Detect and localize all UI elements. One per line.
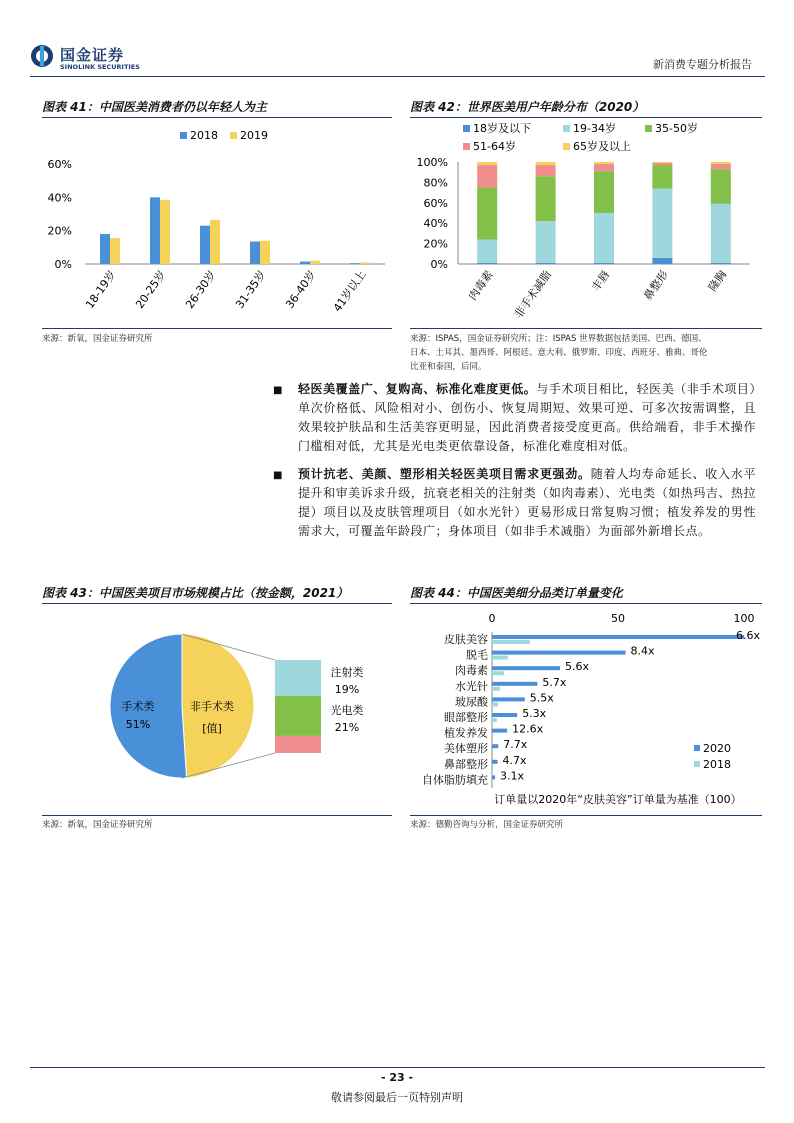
fig44-title: 图表 44：中国医美细分品类订单量变化 (410, 586, 623, 600)
bullet-paragraph-2 (298, 465, 756, 541)
fig43-source: 来源：新氧，国金证券研究所 (42, 820, 153, 830)
growth-label: 12.6x (512, 722, 544, 736)
report-title: 新消费专题分析报告 (653, 58, 752, 71)
bar-2020 (492, 635, 744, 639)
stack-segment (711, 164, 731, 169)
growth-label: 3.1x (500, 769, 525, 783)
legend-swatch (563, 143, 570, 150)
x-tick-label: 100 (733, 612, 755, 625)
logo-english-name: SINOLINK SECURITIES (60, 63, 140, 71)
stack-segment (594, 171, 614, 213)
bar (260, 241, 270, 264)
fig42-source-rule (410, 328, 762, 329)
fig43-source-rule (42, 815, 392, 816)
stack-segment (711, 169, 731, 204)
bullet-1-heading: 轻医美覆盖广、复购高、标准化难度更低。 (298, 382, 537, 396)
legend-label: 19-34岁 (573, 122, 616, 135)
logo-chinese-name: 国金证券 (60, 46, 125, 64)
legend-label: 51-64岁 (473, 140, 516, 153)
stack-segment (536, 165, 556, 176)
breakdown-segment (275, 696, 321, 736)
bar (200, 226, 210, 264)
bullet-paragraph-1 (298, 380, 756, 456)
bar-2018 (492, 718, 497, 722)
bar (300, 262, 310, 265)
x-tick-label: 肉毒素 (466, 268, 496, 303)
fig44-source: 来源：德勤咨询与分析，国金证券研究所 (410, 820, 564, 830)
legend-swatch (694, 745, 700, 751)
y-category-label: 眼部整形 (444, 711, 488, 724)
legend-swatch (694, 761, 700, 767)
y-category-label: 自体脂肪填充 (422, 773, 488, 787)
stack-segment (536, 162, 556, 165)
stack-segment (711, 204, 731, 263)
legend-swatch (230, 132, 237, 139)
growth-label: 5.7x (542, 675, 567, 689)
bar-2018 (492, 780, 493, 784)
bar (360, 262, 370, 264)
x-tick-label: 非手术减脂 (511, 268, 555, 321)
stack-segment (594, 263, 614, 264)
fig41-title-rule (42, 117, 392, 118)
bar-2020 (492, 744, 498, 748)
growth-label: 7.7x (503, 738, 528, 752)
y-tick-label: 0% (54, 258, 72, 271)
bar-2018 (492, 687, 500, 691)
fig41-source: 来源：新氧，国金证券研究所 (42, 334, 153, 344)
company-logo-icon (30, 44, 54, 68)
bar (250, 242, 260, 265)
legend-label: 35-50岁 (655, 122, 698, 135)
stack-segment (477, 162, 497, 165)
x-tick-label: 41岁以上 (330, 268, 369, 315)
bar-2020 (492, 760, 498, 764)
y-category-label: 美体塑形 (444, 742, 488, 756)
fig44-chart (408, 606, 764, 814)
stack-segment (594, 164, 614, 171)
breakdown-label: 光电类 (330, 703, 364, 717)
breakdown-segment (275, 736, 321, 753)
pie-value: 51% (125, 718, 151, 731)
growth-label: 5.3x (522, 707, 547, 720)
growth-label: 4.7x (502, 753, 527, 767)
fig44-source-rule (410, 815, 762, 816)
legend-label: 18岁及以下 (473, 122, 531, 135)
y-tick-label: 100% (416, 156, 448, 169)
fig42-source-line: 比亚和泰国，后同。 (410, 362, 487, 372)
x-tick-label: 31-35岁 (233, 268, 269, 311)
stack-segment (477, 165, 497, 187)
fig42-source (410, 332, 762, 374)
fig41-source-rule (42, 328, 392, 329)
stack-segment (594, 162, 614, 164)
bar-2018 (492, 702, 498, 706)
bar-2020 (492, 713, 517, 717)
fig42-chart (408, 120, 764, 327)
legend-swatch (463, 143, 470, 150)
bar-2020 (492, 682, 537, 686)
bullet-marker: ■ (273, 470, 283, 481)
y-category-label: 肉毒素 (455, 664, 488, 678)
fig42-source-line: 日本、土耳其、墨西哥、阿根廷、意大利、俄罗斯、印度、西班牙、雅典、哥伦 (410, 348, 708, 358)
x-tick-label: 36-40岁 (283, 268, 319, 311)
x-axis-label: 订单量以2020年“皮肤美容”订单量为基准（100） (494, 793, 742, 806)
bullet-marker: ■ (273, 385, 283, 396)
bar-2018 (492, 765, 493, 769)
stack-segment (536, 263, 556, 264)
stack-segment (477, 240, 497, 263)
y-category-label: 水光针 (455, 679, 488, 693)
stack-segment (711, 162, 731, 164)
x-tick-label: 26-30岁 (183, 268, 219, 311)
bar-2018 (492, 656, 508, 660)
legend-label: 2019 (240, 129, 268, 142)
stack-segment (711, 263, 731, 264)
pie-value: [值] (202, 722, 222, 735)
bar (150, 197, 160, 264)
y-tick-label: 0% (430, 258, 448, 271)
breakdown-label: 注射类 (330, 666, 364, 680)
x-tick-label: 20-25岁 (133, 268, 169, 311)
y-category-label: 脱毛 (466, 648, 488, 662)
legend-label: 65岁及以上 (573, 140, 631, 153)
stack-segment (477, 188, 497, 240)
y-category-label: 植发养发 (444, 726, 488, 740)
stack-segment (536, 221, 556, 263)
legend-label: 2020 (703, 742, 731, 755)
bar (160, 200, 170, 264)
y-category-label: 皮肤美容 (444, 633, 488, 646)
fig43-chart (40, 608, 395, 813)
footer-divider (30, 1067, 765, 1068)
legend-label: 2018 (703, 758, 731, 771)
pie-label: 非手术类 (190, 700, 234, 713)
stack-segment (594, 213, 614, 263)
bar-2018 (492, 671, 504, 675)
y-tick-label: 20% (423, 237, 448, 251)
bar-2020 (492, 666, 560, 670)
breakdown-value: 19% (334, 683, 360, 697)
bar-2020 (492, 775, 495, 779)
legend-swatch (563, 125, 570, 132)
stack-segment (536, 176, 556, 221)
bar-2020 (492, 651, 626, 655)
y-category-label: 鼻部整形 (444, 757, 488, 771)
bar (350, 263, 360, 264)
stack-segment (652, 165, 672, 188)
bullet-1-text: 与手术项目相比，轻医美（非手术项目）单次价格低、风险相对小、创伤小、恢复周期短、效果可逆、可多次按需调整，且效果较护肤品和生活美容更明显，因此消费者接受度更高。供给端看，非手术操作门槛相对低，尤其是光电类更依靠设备，标准化难度相对低。 (298, 382, 756, 453)
bar (310, 261, 320, 264)
x-tick-label: 0 (488, 612, 496, 625)
fig42-title-rule (410, 117, 762, 118)
bar (100, 234, 110, 264)
y-tick-label: 60% (423, 196, 448, 210)
y-tick-label: 60% (47, 158, 72, 171)
legend-swatch (463, 125, 470, 132)
x-tick-label: 鼻整形 (641, 268, 671, 303)
stack-segment (652, 258, 672, 264)
page-number: - 23 - (380, 1071, 414, 1084)
bar-2018 (492, 749, 493, 753)
stack-segment (652, 189, 672, 258)
x-tick-label: 50 (611, 612, 625, 625)
header-divider (30, 76, 765, 77)
bullet-2-heading: 预计抗老、美颜、塑形相关轻医美项目需求更强劲。 (298, 467, 591, 481)
fig41-title: 图表 41：中国医美消费者仍以年轻人为主 (42, 100, 267, 114)
y-tick-label: 40% (47, 191, 72, 205)
x-tick-label: 隆胸 (705, 268, 730, 294)
bar-2020 (492, 697, 525, 701)
stack-segment (652, 163, 672, 165)
bar-2020 (492, 729, 507, 733)
bar (110, 238, 120, 264)
x-tick-label: 18-19岁 (83, 268, 119, 311)
pie-label: 手术类 (121, 700, 155, 713)
bar-2018 (492, 640, 530, 644)
fig43-title-rule (42, 603, 392, 604)
growth-label: 5.6x (565, 660, 590, 674)
bullet-2-text: 随着人均寿命延长、收入水平提升和审美诉求升级，抗衰老相关的注射类（如肉毒素）、光电类（如热玛吉、热拉提）项目以及皮肤管理项目（如水光针）更易形成日常复购习惯；植发养发的男性需求大，可覆盖年龄段广；身体项目（如非手术减脂）为面部外新增长点。 (298, 467, 756, 538)
fig42-title: 图表 42：世界医美用户年龄分布（2020） (410, 100, 645, 114)
growth-label: 5.5x (529, 691, 554, 705)
footer-disclaimer: 敬请参阅最后一页特别声明 (331, 1091, 463, 1104)
y-tick-label: 80% (423, 176, 448, 190)
growth-label: 6.6x (736, 629, 761, 642)
legend-swatch (645, 125, 652, 132)
x-tick-label: 丰唇 (589, 268, 613, 294)
fig44-title-rule (410, 603, 762, 604)
legend-swatch (180, 132, 187, 139)
y-tick-label: 40% (423, 217, 448, 231)
stack-segment (652, 162, 672, 163)
y-category-label: 玻尿酸 (455, 695, 488, 709)
stack-segment (477, 263, 497, 264)
y-tick-label: 20% (47, 224, 72, 238)
breakdown-segment (275, 660, 321, 696)
bar-2018 (492, 734, 493, 738)
growth-label: 8.4x (630, 644, 655, 658)
bar (210, 220, 220, 264)
fig41-chart (40, 122, 395, 327)
breakdown-value: 21% (334, 720, 360, 734)
fig43-title: 图表 43：中国医美项目市场规模占比（按金额，2021） (42, 586, 349, 600)
fig42-source-line: 来源：ISPAS，国金证券研究所；注：ISPAS 世界数据包括美国、巴西、德国、 (410, 334, 707, 344)
legend-label: 2018 (190, 129, 218, 142)
